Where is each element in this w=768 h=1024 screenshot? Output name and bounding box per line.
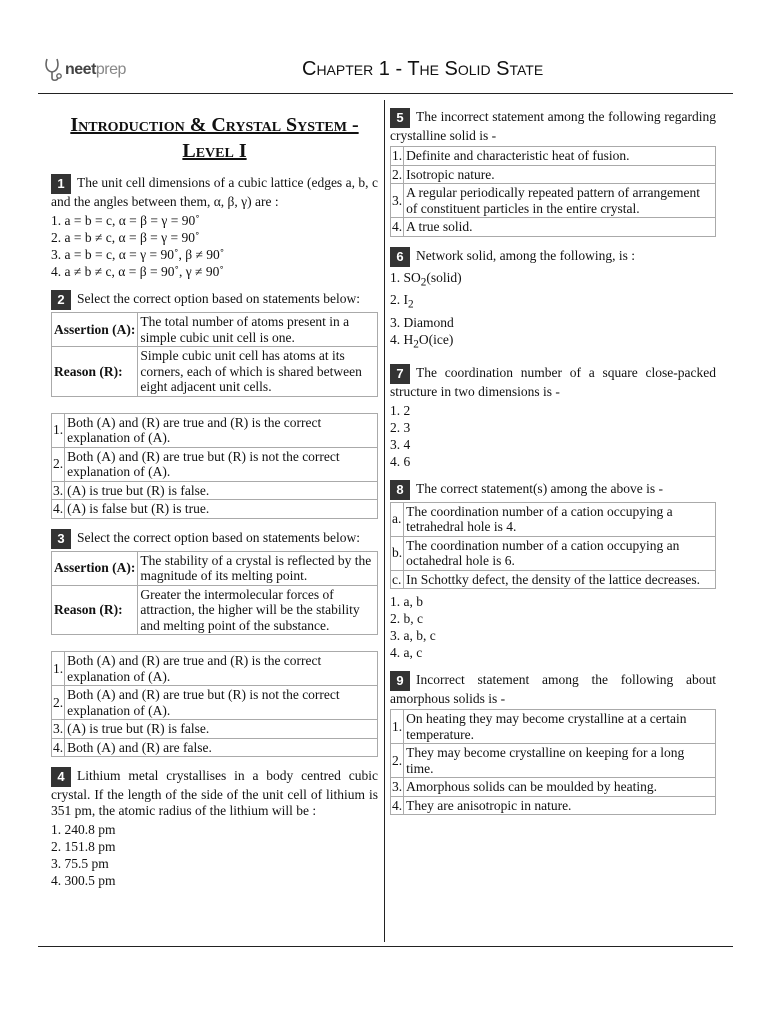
option[interactable]: 4. 6 (390, 453, 411, 469)
option-text: Both (A) and (R) are false. (65, 738, 378, 757)
question-text: The unit cell dimensions of a cubic lattice (edges a, b, c and the angles between them, α, β, γ) are : (51, 175, 378, 209)
reason-label: Reason (R): (52, 347, 138, 397)
statement-letter: b. (391, 536, 404, 570)
assertion-row (52, 313, 378, 347)
option[interactable]: 4. $H_2O(ice)$ (390, 331, 454, 351)
option-number: 4. (53, 501, 64, 516)
statement-text: The coordination number of a cation occupying a tetrahedral hole is 4. (404, 502, 716, 536)
reason-row (52, 347, 378, 397)
option-row[interactable] (391, 710, 716, 744)
question-text: The coordination number of a square close-packed structure in two dimensions is - (390, 364, 716, 399)
option-row[interactable] (391, 744, 716, 778)
assertion-text: The stability of a crystal is reflected by the magnitude of its melting point. (138, 551, 378, 585)
page-header (38, 52, 733, 94)
question-number: 5 (390, 108, 410, 128)
question-text: The incorrect statement among the following regarding crystalline solid is - (390, 109, 716, 143)
reason-row (52, 585, 378, 635)
reason-text: Greater the intermolecular forces of attraction, the higher will be the stability and melting point of the substance. (138, 585, 378, 635)
option-text: (A) is true but (R) is false. (65, 720, 378, 739)
option-row[interactable] (52, 720, 378, 739)
statement-text: The coordination number of a cation occupying an octahedral hole is 6. (404, 536, 716, 570)
option-row[interactable] (391, 184, 716, 218)
option[interactable]: 3. a = b = c, α = γ = 90˚, β ≠ 90˚ (51, 247, 225, 262)
statement-letter: c. (391, 570, 404, 589)
assertion-label: Assertion (A): (52, 551, 138, 585)
header-divider (38, 93, 733, 94)
question-text: Network solid, among the following, is : (416, 247, 635, 263)
assertion-label: Assertion (A): (52, 313, 138, 347)
option[interactable]: 2. a = b ≠ c, α = β = γ = 90˚ (51, 230, 200, 245)
option[interactable]: 4. 300.5 pm (51, 873, 116, 888)
option-number: 2. (392, 166, 403, 182)
option[interactable]: 4. a ≠ b ≠ c, α = β = 90˚, γ ≠ 90˚ (51, 264, 224, 279)
option[interactable]: 2. 3 (390, 419, 411, 435)
question-4 (51, 767, 378, 889)
question-text: Lithium metal crystallises in a body centred cubic crystal. If the length of the side of the unit cell of lithium is 351 pm, the atomic radius of the lithium will be : (51, 768, 378, 818)
question-number: 6 (390, 247, 410, 267)
option-row[interactable] (391, 147, 716, 166)
option[interactable]: 1. 2 (390, 402, 411, 418)
logo-text: neetprep (65, 61, 126, 78)
chapter-title: Chapter 1 - The Solid State (302, 58, 544, 80)
option-text: Both (A) and (R) are true and (R) is the correct explanation of (A). (65, 652, 378, 686)
option[interactable]: 1. a, b (390, 594, 423, 610)
option-text: A true solid. (404, 218, 716, 237)
option-number: 4. (53, 739, 64, 755)
stethoscope-icon (43, 57, 65, 83)
option[interactable]: 3. 4 (390, 436, 411, 452)
question-6 (390, 247, 716, 354)
option-number: 2. (391, 744, 404, 778)
statements-table (390, 502, 716, 590)
option-row[interactable] (391, 165, 716, 184)
question-9 (390, 671, 716, 815)
options-table (51, 413, 378, 519)
question-number: 4 (51, 767, 71, 787)
option-row[interactable] (52, 652, 378, 686)
option[interactable]: 1. 240.8 pm (51, 822, 116, 837)
option-row[interactable] (52, 447, 378, 481)
option[interactable]: 3. 75.5 pm (51, 856, 109, 871)
option[interactable]: 3. Diamond (390, 314, 454, 330)
neetprep-logo (43, 56, 126, 84)
option-number: 3. (53, 721, 64, 736)
options-table (51, 651, 378, 757)
statement-row (391, 502, 716, 536)
option-number: 2. (52, 686, 65, 720)
option[interactable]: 3. a, b, c (390, 628, 436, 644)
option-text: Both (A) and (R) are true but (R) is not the correct explanation of (A). (65, 447, 378, 481)
assertion-row (52, 551, 378, 585)
options-table (390, 146, 716, 237)
question-1 (51, 174, 378, 280)
right-column (390, 108, 716, 825)
option-text: Amorphous solids can be moulded by heating. (404, 778, 716, 797)
option-text: Both (A) and (R) are true but (R) is not the correct explanation of (A). (65, 686, 378, 720)
question-number: 7 (390, 364, 410, 384)
assertion-reason-table (51, 312, 378, 397)
option-text: Definite and characteristic heat of fusion. (404, 147, 716, 166)
option-text: Both (A) and (R) are true and (R) is the correct explanation of (A). (65, 413, 378, 447)
question-7 (390, 364, 716, 470)
footer-divider (38, 946, 733, 947)
option-number: 1. (52, 652, 65, 686)
option-text: (A) is false but (R) is true. (65, 500, 378, 519)
option-row[interactable] (52, 481, 378, 500)
option-number: 1. (391, 710, 404, 744)
question-number: 1 (51, 174, 71, 194)
statement-row (391, 536, 716, 570)
option-row[interactable] (391, 796, 716, 815)
question-text: Select the correct option based on statements below: (77, 529, 361, 545)
question-3 (51, 529, 378, 758)
left-column (51, 108, 378, 899)
option-number: 4. (392, 797, 403, 813)
option-text: A regular periodically repeated pattern of arrangement of constituent particles in the entire crystal. (404, 184, 716, 218)
reason-text: Simple cubic unit cell has atoms at its corners, each of which is shared between eight adjacent unit cells. (138, 347, 378, 397)
option-row[interactable] (391, 778, 716, 797)
option[interactable]: 2. 151.8 pm (51, 839, 116, 854)
option-number: 3. (392, 779, 403, 795)
statement-text: In Schottky defect, the density of the lattice decreases. (404, 570, 716, 589)
assertion-reason-table (51, 551, 378, 636)
question-number: 2 (51, 290, 71, 310)
option[interactable]: 1. a = b = c, α = β = γ = 90˚ (51, 213, 200, 228)
option-text: They may become crystalline on keeping for a long time. (404, 744, 716, 778)
option-number: 1. (392, 148, 403, 163)
reason-label: Reason (R): (52, 585, 138, 635)
question-text: The correct statement(s) among the above is - (416, 480, 664, 496)
option[interactable]: 2. b, c (390, 611, 423, 627)
option[interactable]: 4. a, c (390, 645, 423, 661)
question-number: 9 (390, 671, 410, 691)
option-text: Isotropic nature. (404, 165, 716, 184)
option-number: 2. (52, 447, 65, 481)
statement-row (391, 570, 716, 589)
option-number: 3. (391, 184, 404, 218)
question-number: 8 (390, 480, 410, 500)
option-row[interactable] (52, 738, 378, 757)
option-text: On heating they may become crystalline at a certain temperature. (404, 710, 716, 744)
option-number: 4. (392, 219, 403, 234)
option-row[interactable] (391, 218, 716, 237)
question-8 (390, 480, 716, 662)
option-row[interactable] (52, 413, 378, 447)
question-number: 3 (51, 529, 71, 549)
question-text: Select the correct option based on statements below: (77, 291, 361, 307)
options-table (390, 709, 716, 815)
option-text: (A) is true but (R) is false. (65, 481, 378, 500)
section-title: Introduction & Crystal System - Level I (70, 114, 359, 162)
option[interactable]: 1. $SO_2(solid)$ (390, 269, 462, 289)
option-row[interactable] (52, 500, 378, 519)
statement-letter: a. (391, 502, 404, 536)
option-number: 1. (52, 413, 65, 447)
question-2 (51, 290, 378, 519)
column-divider (384, 100, 385, 942)
question-5 (390, 108, 716, 237)
option-number: 3. (53, 482, 64, 498)
question-text: Incorrect statement among the following about amorphous solids is - (390, 672, 716, 707)
assertion-text: The total number of atoms present in a simple cubic unit cell is one. (138, 313, 378, 347)
option[interactable]: 2. $I_2$ (390, 292, 414, 311)
option-row[interactable] (52, 686, 378, 720)
option-text: They are anisotropic in nature. (404, 796, 716, 815)
